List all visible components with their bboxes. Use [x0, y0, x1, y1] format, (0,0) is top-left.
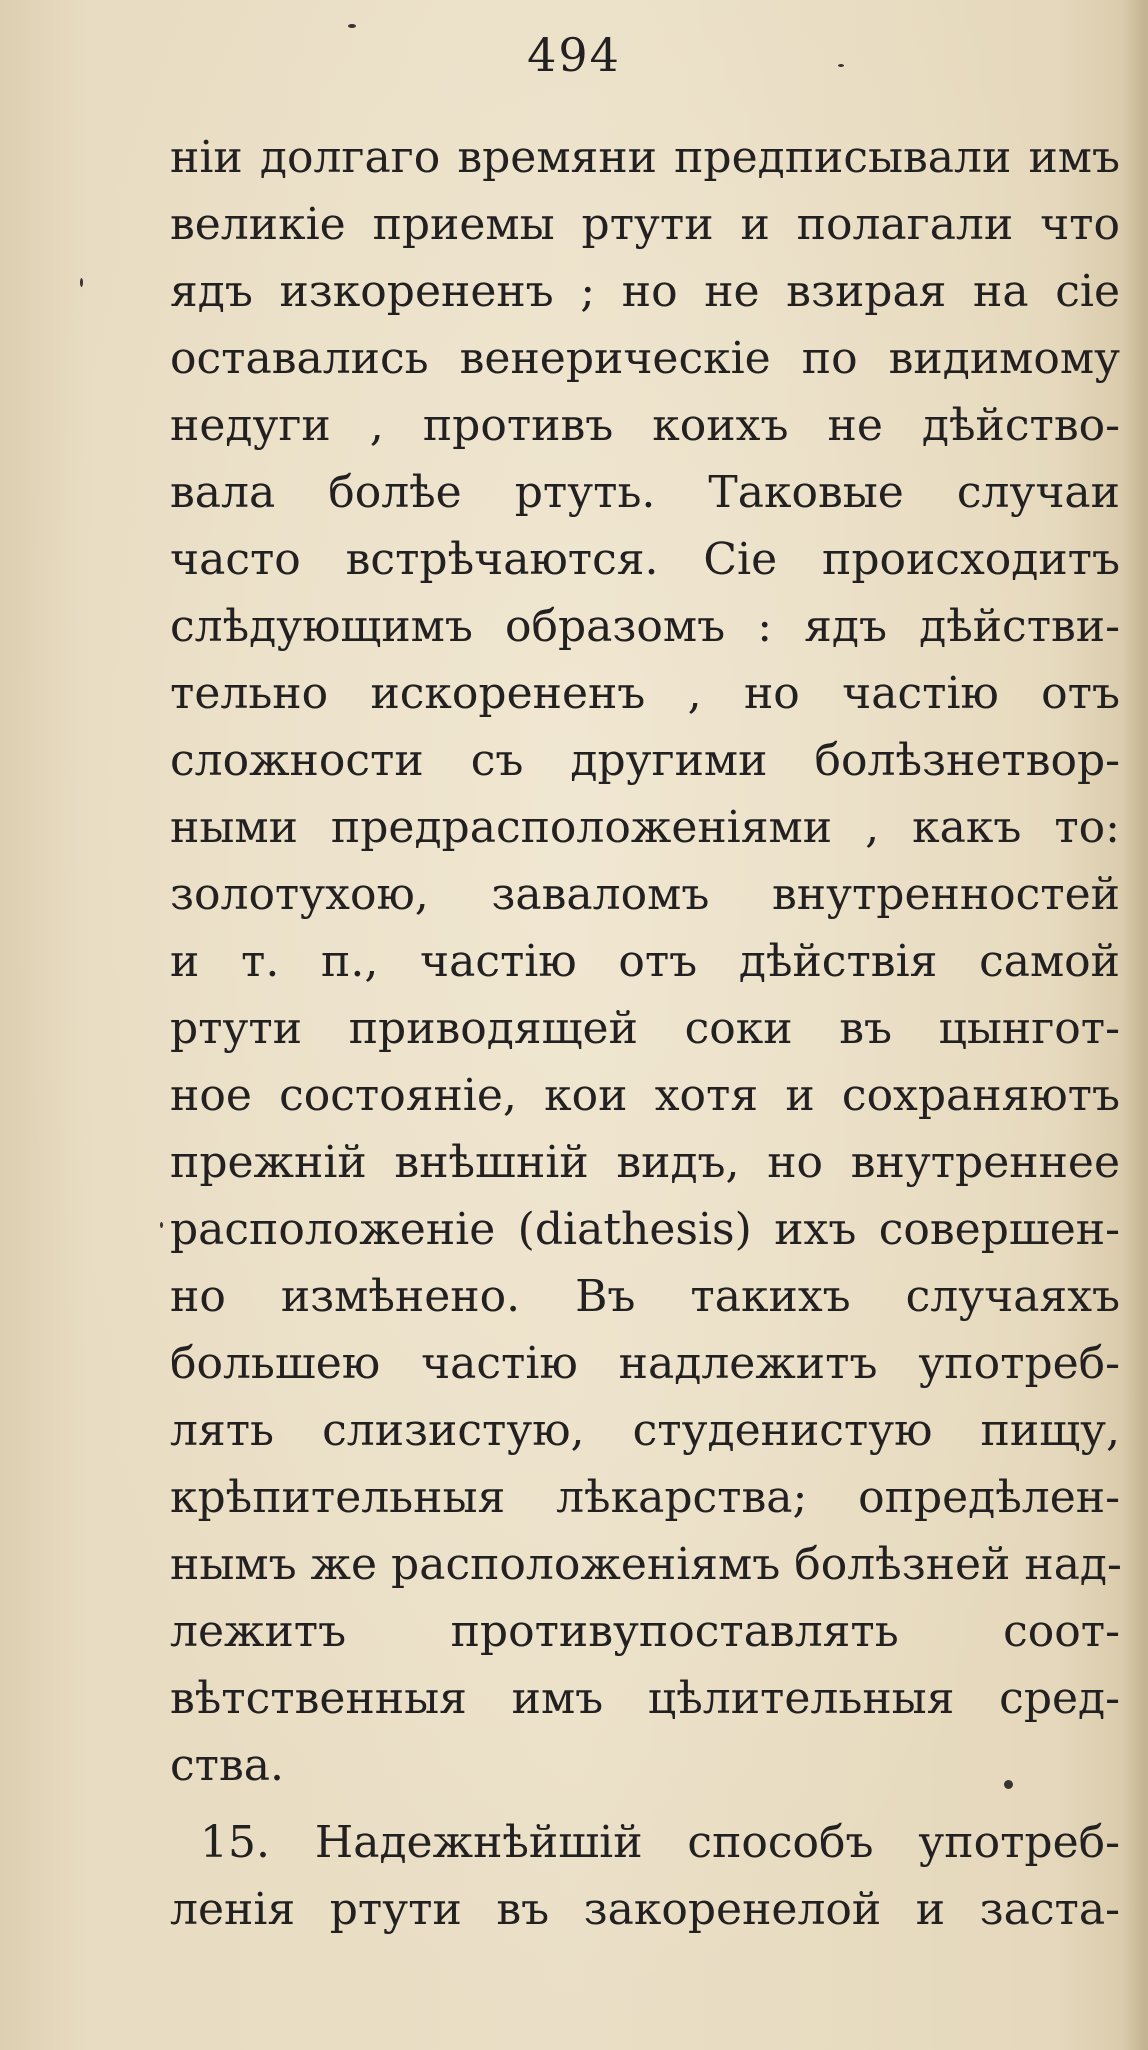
text-line: ртути приводящей соки въ цынгот- — [170, 1003, 1120, 1054]
text-line: расположеніе (diathesis) ихъ совершен- — [170, 1204, 1120, 1255]
text-line: ными предрасположеніями , какъ то: — [170, 802, 1120, 853]
text-line: слѣдующимъ образомъ : ядъ дѣйстви- — [170, 601, 1120, 652]
text-line: оставались венерическіе по видимому — [170, 333, 1120, 384]
text-line: лежитъ противупоставлять соот- — [170, 1606, 1120, 1657]
text-line: великіе приемы ртути и полагали что — [170, 199, 1120, 250]
ink-speck — [160, 1222, 163, 1228]
ink-speck — [1004, 1780, 1013, 1789]
ink-speck — [348, 24, 356, 28]
text-line: вѣтственныя имъ цѣлительныя сред- — [170, 1673, 1120, 1724]
page-edge-shadow — [1122, 0, 1148, 2050]
text-line: нымъ же расположеніямъ болѣзней над- — [170, 1539, 1122, 1590]
text-line: ное состояніе, кои хотя и сохраняютъ — [170, 1070, 1120, 1121]
text-line: крѣпительныя лѣкарства; опредѣлен- — [170, 1472, 1120, 1523]
text-line: и т. п., частію отъ дѣйствія самой — [170, 936, 1120, 987]
text-line: сложности съ другими болѣзнетвор- — [170, 735, 1120, 786]
text-line: недуги , противъ коихъ не дѣйство- — [170, 400, 1120, 451]
ink-speck — [80, 278, 83, 287]
text-line: золотухою, заваломъ внутренностей — [170, 869, 1120, 920]
text-line: ства. — [170, 1740, 284, 1791]
text-line: вала болѣе ртуть. Таковые случаи — [170, 467, 1120, 518]
text-line: ленія ртути въ закоренелой и заста- — [170, 1884, 1120, 1935]
text-line: тельно искорененъ , но частію отъ — [170, 668, 1120, 719]
text-line: прежній внѣшній видъ, но внутреннее — [170, 1137, 1120, 1188]
text-line: большею частію надлежитъ употреб- — [170, 1338, 1120, 1389]
text-line: часто встрѣчаются. Сіе происходитъ — [170, 534, 1120, 585]
text-line: лять слизистую, студенистую пищу, — [170, 1405, 1120, 1456]
text-line: но измѣнено. Въ такихъ случаяхъ — [170, 1271, 1120, 1322]
page-number: 494 — [527, 28, 621, 82]
text-line: ядъ изкорененъ ; но не взирая на сіе — [170, 266, 1120, 317]
text-line: ніи долгаго времяни предписывали имъ — [170, 132, 1120, 183]
body-text — [170, 124, 1120, 1943]
section-heading-line: 15. Надежнѣйшій способъ употреб- — [200, 1817, 1120, 1868]
ink-speck — [838, 64, 844, 67]
